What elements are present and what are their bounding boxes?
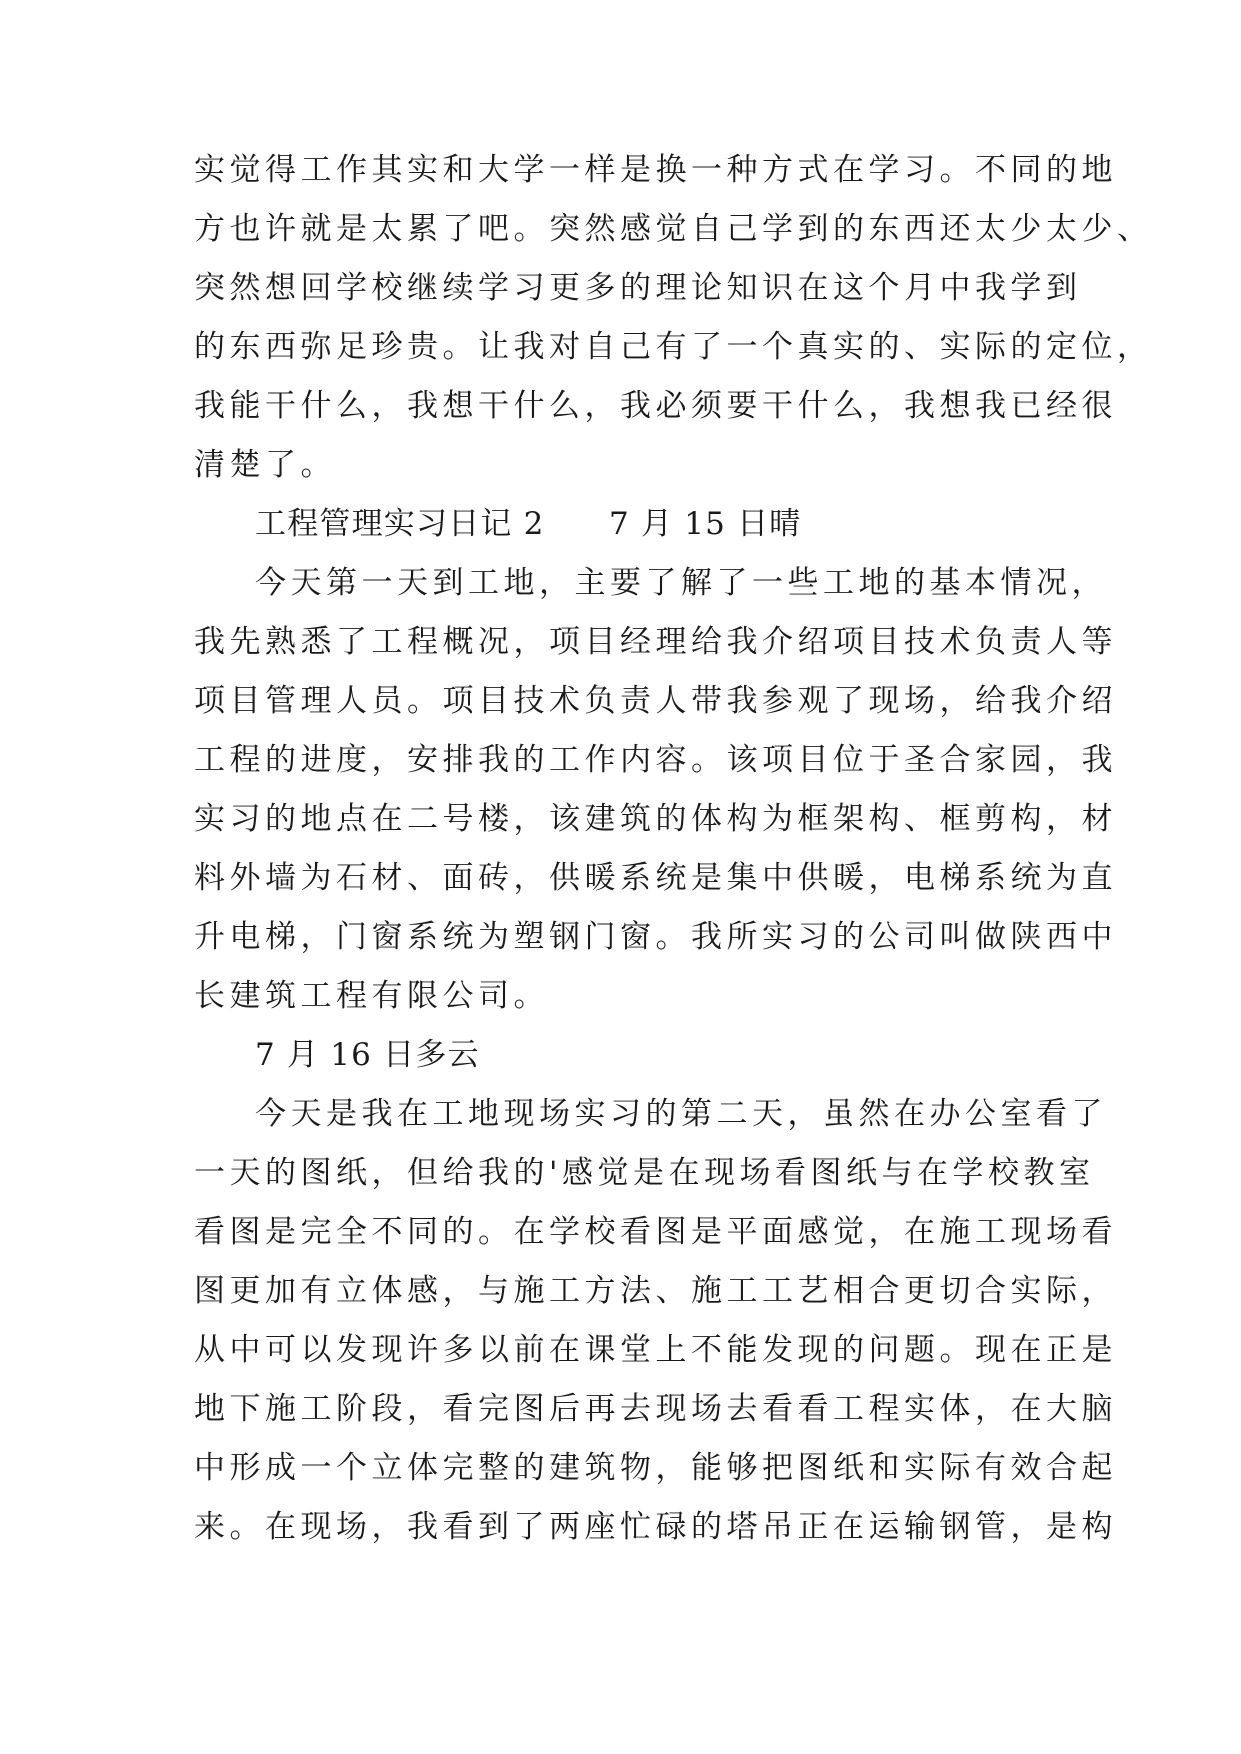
text-line: 清楚了。 bbox=[194, 447, 336, 483]
text-line: 方也许就是太累了吧。突然感觉自己学到的东西还太少太少、 bbox=[194, 211, 1153, 247]
text-line: 地下施工阶段，看完图后再去现场去看看工程实体，在大脑 bbox=[194, 1391, 1117, 1427]
text-line: 突然想回学校继续学习更多的理论知识在这个月中我学到 bbox=[194, 270, 1082, 306]
text-line: 料外墙为石材、面砖，供暖系统是集中供暖，电梯系统为直 bbox=[194, 860, 1117, 896]
text-line: 一天的图纸，但给我的'感觉是在现场看图纸与在学校教室 bbox=[194, 1155, 1095, 1191]
date-heading: 7 月 16 日多云 bbox=[255, 1037, 480, 1073]
text-line: 实觉得工作其实和大学一样是换一种方式在学习。不同的地 bbox=[194, 152, 1117, 188]
section-heading: 工程管理实习日记 2 7 月 15 日晴 bbox=[255, 506, 802, 542]
text-line: 的东西弥足珍贵。让我对自己有了一个真实的、实际的定位， bbox=[194, 329, 1153, 365]
text-line: 看图是完全不同的。在学校看图是平面感觉，在施工现场看 bbox=[194, 1214, 1117, 1250]
text-line: 从中可以发现许多以前在课堂上不能发现的问题。现在正是 bbox=[194, 1332, 1117, 1368]
paragraph-start: 今天是我在工地现场实习的第二天，虽然在办公室看了 bbox=[255, 1096, 1107, 1132]
text-line: 图更加有立体感，与施工方法、施工工艺相合更切合实际， bbox=[194, 1273, 1117, 1309]
text-line: 来。在现场，我看到了两座忙碌的塔吊正在运输钢管，是构 bbox=[194, 1509, 1117, 1545]
text-line: 中形成一个立体完整的建筑物，能够把图纸和实际有效合起 bbox=[194, 1450, 1117, 1486]
text-line: 升电梯，门窗系统为塑钢门窗。我所实习的公司叫做陕西中 bbox=[194, 919, 1117, 955]
text-line: 长建筑工程有限公司。 bbox=[194, 978, 549, 1014]
text-line: 工程的进度，安排我的工作内容。该项目位于圣合家园，我 bbox=[194, 742, 1117, 778]
paragraph-start: 今天第一天到工地，主要了解了一些工地的基本情况， bbox=[255, 565, 1107, 601]
text-line: 项目管理人员。项目技术负责人带我参观了现场，给我介绍 bbox=[194, 683, 1117, 719]
text-line: 实习的地点在二号楼，该建筑的体构为框架构、框剪构，材 bbox=[194, 801, 1117, 837]
text-line: 我先熟悉了工程概况，项目经理给我介绍项目技术负责人等 bbox=[194, 624, 1117, 660]
text-line: 我能干什么，我想干什么，我必须要干什么，我想我已经很 bbox=[194, 388, 1117, 424]
